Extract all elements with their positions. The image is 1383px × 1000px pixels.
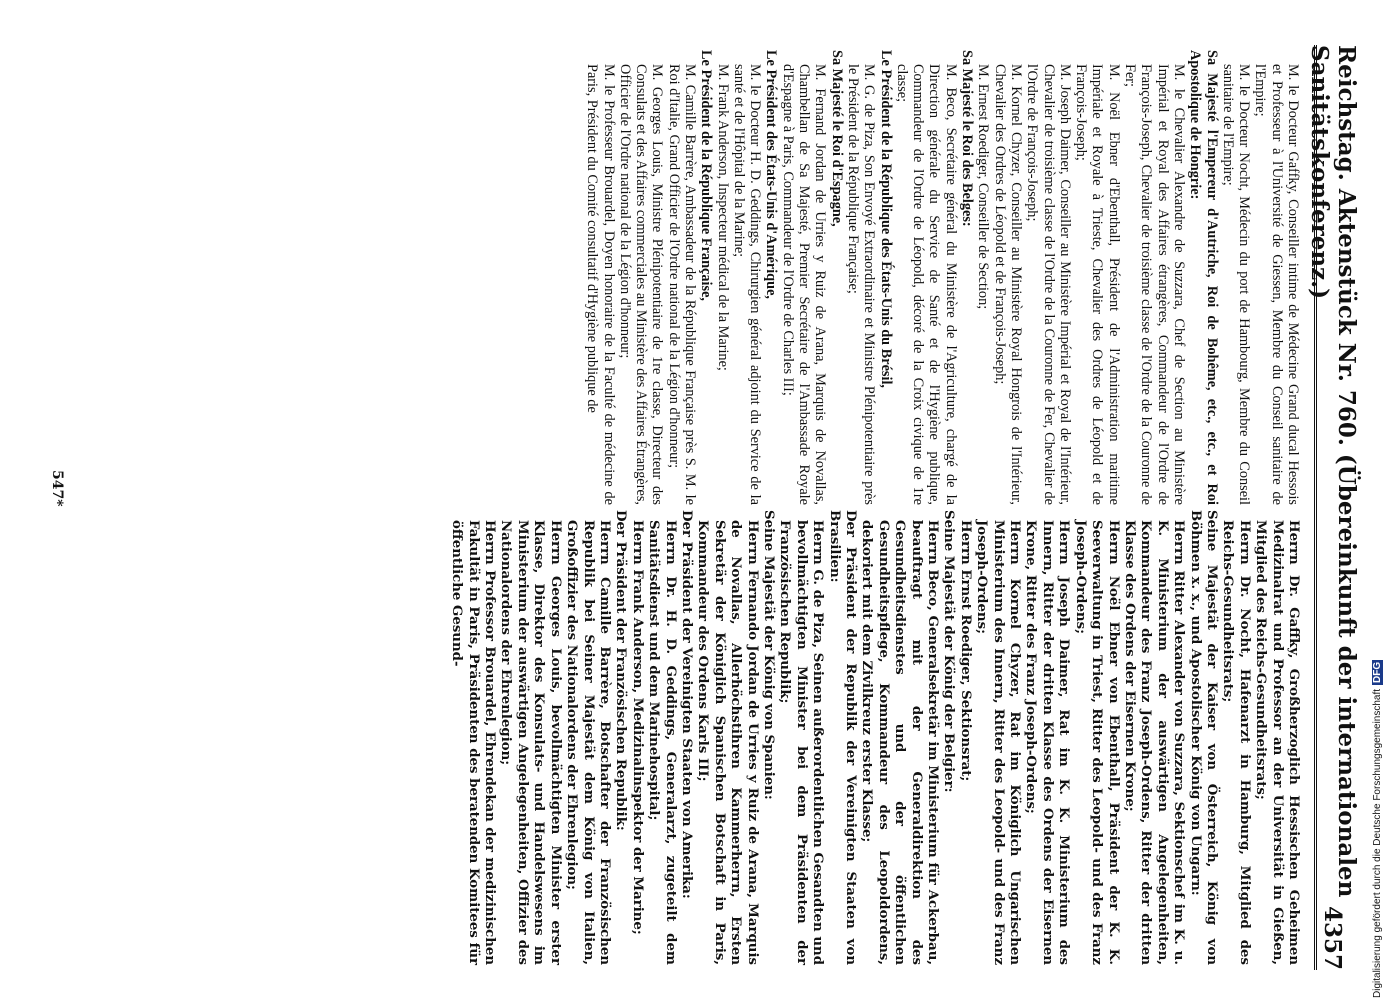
- delegate-entry: M. G. de Piza, Son Envoyé Extraordinaire et Ministre Plénipotentiaire près le Président de la République Française;: [844, 64, 878, 505]
- delegate-entry: Herrn Dr. H. D. Geddings, Generalarzt, zugeteilt dem Sanitätsdienst und dem Marinehospital;: [646, 520, 678, 965]
- delegate-entry: M. le Docteur Nocht, Médecin du port de Hambourg, Membre du Conseil sanitaire de l'Empire;: [1219, 64, 1253, 505]
- delegate-entry: M. le Docteur H. D. Geddings, Chirurgien général adjoint du Service de la santé et de l'Hôpital de la Marine;: [730, 64, 764, 505]
- german-column: [448, 510, 1301, 965]
- running-title: Reichstag. Aktenstück Nr. 760. (Übereinkunft der internationalen Sanitätskonferenz.): [1306, 45, 1360, 898]
- delegation-heading: Der Präsident der Vereinigten Staaten von Amerika:: [678, 510, 694, 899]
- header-rule: [1314, 45, 1317, 970]
- delegation-heading: Sa Majesté l'Empereur d'Autriche, Roi de Bohême, etc., etc., et Roi Apostolique de Hongrie:: [1187, 50, 1220, 505]
- credit-text: Digitalisierung gefördert durch die Deutsche Forschungsgemeinschaft: [1372, 688, 1383, 998]
- delegate-entry: Herrn Joseph Daimer, Rat im K. K. Ministerium des Innern, Ritter der dritten Klasse des Ordens der Eisernen Krone, Ritter des Franz Joseph-Ordens;: [1023, 520, 1072, 965]
- delegation-heading: Der Präsident der Französischen Republik:: [613, 510, 629, 831]
- page-number: 4357: [1319, 905, 1347, 970]
- signature-mark: 547*: [49, 470, 65, 507]
- delegation-heading: Sa Majesté le Roi d'Espagne,: [828, 50, 845, 227]
- delegate-entry: M. Ernest Roediger, Conseiller de Section;: [975, 64, 992, 310]
- delegate-entry: M. Frank Anderson, Inspecteur médical de la Marine;: [714, 64, 731, 371]
- delegate-entry: M. Georges Louis, Ministre Plénipotentiaire de 1re classe, Directeur des Consulats et des Affaires commerciales au Ministère des Affaires Étrangères, Officier de l'Ordre national de la Légion d'honneur;: [616, 64, 666, 505]
- delegate-entry: M. Camille Barrère, Ambassadeur de la République Française près S. M. le Roi d'Italie, Grand Officier de l'Ordre national de la Légion d'honneur;: [665, 64, 699, 505]
- delegate-entry: Herrn Ritter Alexander von Suzzara, Sektionschef im K. u. K. Ministerium der auswärtigen Angelegenheiten, Kommandeur des Franz Joseph-Ordens, Ritter der dritten Klasse des Ordens der Eisernen Krone;: [1121, 520, 1187, 965]
- delegation-heading: Le Président de la République Française,: [698, 50, 715, 301]
- french-column: [584, 50, 1301, 505]
- delegate-entry: M. Beco, Secrétaire général du Ministère de l'Agriculture, chargé de la Direction générale du Service de Santé et de l'Hygiène publique, Commandeur de l'Ordre de Léopold, décoré de la Croix civique de 1re classe;: [893, 64, 959, 505]
- delegate-entry: Herrn Fernando Jordan de Urries y Ruiz de Arana, Marquis de Novallas, Allerhöchstihren Kammerherrn, Ersten Sekretär der Königlich Spanischen Botschaft in Paris, Kommandeur des Ordens Karls III;: [695, 520, 760, 965]
- delegation-heading: Seine Majestät der Kaiser von Österreich, König von Böhmen x. x., und Apostolischer König von Ungarn:: [1187, 510, 1219, 965]
- delegate-entry: Herrn Noël Ebner von Ebenthall, Präsident der K. K. Seeverwaltung in Triest, Ritter des Leopold- und des Franz Joseph-Ordens;: [1072, 520, 1121, 965]
- delegate-entry: Herrn G. de Piza, Seinen außerordentlichen Gesandten und bevollmächtigten Minister bei dem Präsidenten der Französischen Republik;: [777, 520, 826, 965]
- delegate-entry: Herrn Frank Anderson, Medizinalinspektor der Marine;: [629, 520, 645, 935]
- delegation-heading: Le Président de la République des États-Unis du Brésil,: [877, 50, 894, 388]
- page-header: [1306, 45, 1360, 970]
- digitization-credit: [1370, 610, 1383, 1000]
- delegate-entry: Herrn Professor Brouardel, Ehrendekan der medizinischen Fakultät in Paris, Präsidenten des beratenden Komitees für öffentliche Gesund-: [449, 520, 498, 965]
- delegate-entry: Herrn Kornel Chyzer, Rat im Königlich Ungarischen Ministerium des Innern, Ritter des Leopold- und des Franz Joseph-Ordens;: [974, 520, 1023, 965]
- delegation-heading: Der Präsident der Republik der Vereinigten Staaten von Brasilien:: [826, 510, 859, 965]
- dfg-logo: DFG: [1372, 661, 1383, 683]
- delegate-entry: Herrn Beco, Generalsekretär im Ministerium für Ackerbau, beauftragt mit der Generaldirektion des Gesundheitsdienstes und der öffentlichen Gesundheitspflege, Kommandeur des Leopoldordens, dekoriert mit dem Zivilkreuz erster Klasse;: [859, 520, 941, 965]
- delegate-entry: M. Noël Ebner d'Ebenthall, Président de l'Administration maritime Impériale et Royale à Trieste, Chevalier des Ordres de Léopold et de François-Joseph;: [1073, 64, 1122, 505]
- delegate-entry: Herrn Georges Louis, bevollmächtigten Minister erster Klasse, Direktor des Konsulats- und Handelswesens im Ministerium der auswärtigen Angelegenheiten, Offizier des Nationalordens der Ehrenlegion;: [498, 520, 563, 965]
- delegate-entry: Herrn Ernst Roediger, Sektionsrat;: [957, 520, 973, 782]
- delegation-heading: Seine Majestät der König von Spanien:: [761, 510, 776, 800]
- delegate-entry: M. le Docteur Gaffky, Conseiller intime de Médecine Grand ducal Hessois et Professeur à l'Université de Giessen, Membre du Conseil sanitaire de l'Empire;: [1252, 64, 1301, 505]
- delegate-entry: Herrn Dr. Gaffky, Großherzoglich Hessischen Geheimen Medizinalrat und Professor an der Universität in Gießen, Mitglied des Reichs-Gesundheitsrats;: [1253, 520, 1301, 965]
- delegation-heading: Sa Majesté le Roi des Belges:: [959, 50, 976, 227]
- delegate-entry: M. Fernand Jordan de Urries y Ruiz de Arana, Marquis de Novallas, Chambellan de Sa Majesté, Premier Secrétaire de l'Ambassade Royale d'Espagne à Paris, Commandeur de l'Ordre de Charles III;: [779, 64, 829, 505]
- delegate-entry: M. Kornel Chyzer, Conseiller au Ministère Royal Hongrois de l'Intérieur, Chevalier des Ordres de Léopold et de François-Joseph;: [991, 64, 1024, 505]
- delegation-heading: Le Président des États-Unis d'Amérique,: [763, 50, 780, 299]
- delegate-entry: Herrn Dr. Nocht, Hafenarzt in Hamburg, Mitglied des Reichs-Gesundheitsrats;: [1220, 520, 1252, 965]
- delegate-entry: Herrn Camille Barrère, Botschafter der Französischen Republik bei Seiner Majestät dem König von Italien, Großoffizier des Nationalordens der Ehrenlegion;: [564, 520, 612, 965]
- delegate-entry: M. le Professeur Brouardel, Doyen honoraire de la Faculté de médecine de Paris, Président du Comité consultatif d'Hygiène publique de: [584, 64, 617, 505]
- delegate-entry: M. le Chevalier Alexandre de Suzzara, Chef de Section au Ministère Impérial et Royal des Affaires étrangères, Commandeur de l'Ordre de François-Joseph, Chevalier de troisième classe de l'Ordre de la Couronne de Fer;: [1122, 64, 1187, 505]
- delegate-entry: M. Joseph Daimer, Conseiller au Ministère Impérial et Royal de l'Intérieur, Chevalier de troisième classe de l'Ordre de la Couronne de Fer, Chevalier de l'Ordre de François-Joseph;: [1024, 64, 1073, 505]
- delegation-heading: Seine Majestät der König der Belgier:: [941, 510, 957, 793]
